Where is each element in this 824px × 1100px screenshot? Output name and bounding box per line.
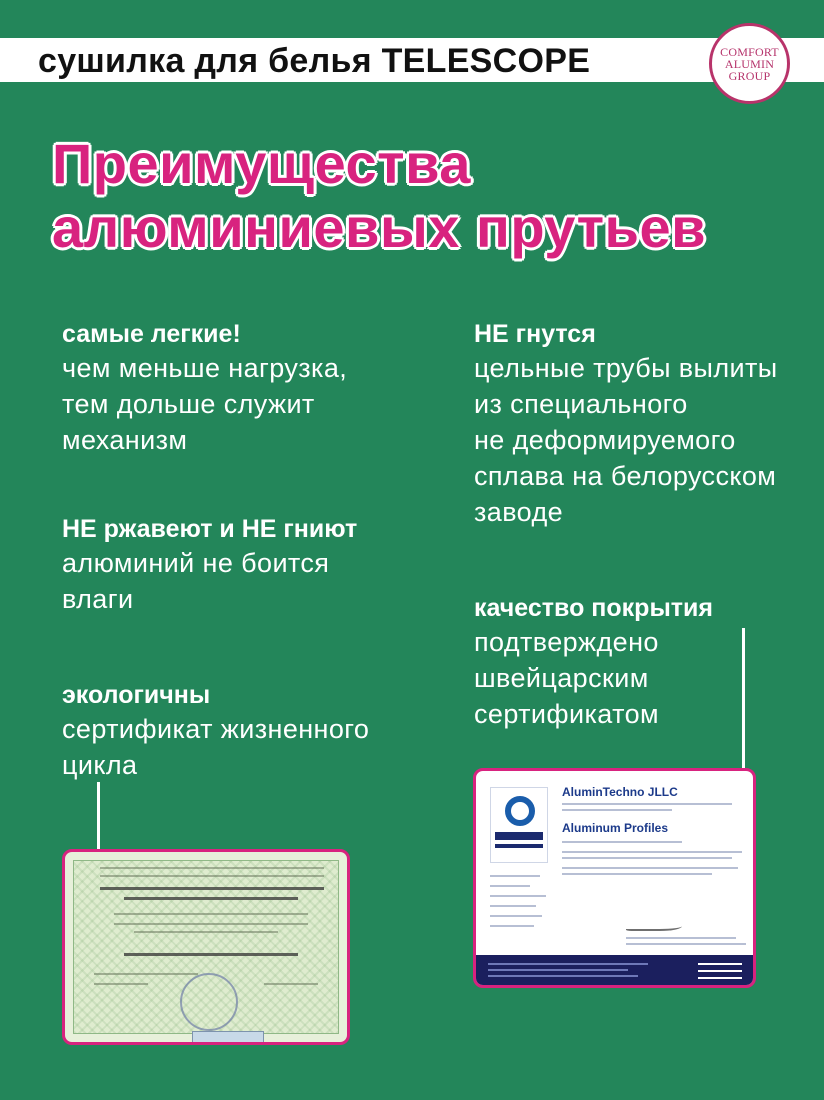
feature-desc <box>474 624 819 732</box>
feature-desc-line: цельные трубы вылиты <box>474 353 778 383</box>
feature-desc <box>62 711 432 783</box>
certificate-cradle-to-cradle <box>473 768 756 988</box>
feature-title: самые легкие! <box>62 320 241 348</box>
cert-text-line <box>490 895 546 897</box>
cert-text-line <box>114 913 308 915</box>
certificate-body <box>73 860 339 1034</box>
feature-coating-quality <box>474 592 819 732</box>
feature-desc <box>62 545 432 617</box>
feature-title: экологичны <box>62 681 211 709</box>
c2c-bar <box>495 832 543 840</box>
cert-text-line <box>562 867 738 869</box>
certificate-footer <box>476 955 753 985</box>
feature-desc-line: сплава на белорусском <box>474 461 777 491</box>
feature-desc-line: не деформируемого <box>474 425 736 455</box>
feature-title: НЕ ржавеют и НЕ гниют <box>62 515 358 543</box>
cert-text-line <box>100 867 324 869</box>
feature-desc-line: сертификатом <box>474 699 659 729</box>
feature-desc <box>62 350 422 458</box>
certificate-stamp <box>180 973 238 1031</box>
pointer-line-right <box>742 628 745 776</box>
cert-text-line <box>490 875 540 877</box>
cert-text-line <box>264 983 318 985</box>
cert-text-line <box>124 953 298 956</box>
cert-text-line <box>114 923 308 925</box>
certificate-serial-box <box>192 1031 264 1045</box>
feature-desc-line: влаги <box>62 584 134 614</box>
feature-desc-line: сертификат жизненного <box>62 714 370 744</box>
main-headline <box>52 132 792 260</box>
cert-footer-logo-line <box>698 963 742 965</box>
cert-text-line <box>562 857 732 859</box>
feature-no-bend <box>474 318 819 530</box>
feature-desc-line: тем дольше служит <box>62 389 315 419</box>
certificate-product: Aluminum Profiles <box>562 821 669 835</box>
feature-desc-line: механизм <box>62 425 188 455</box>
feature-desc-line: заводе <box>474 497 564 527</box>
feature-no-rust <box>62 513 432 617</box>
headline-line-1: Преимущества <box>52 132 471 195</box>
page-title: сушилка для белья TELESCOPE <box>38 42 591 80</box>
feature-desc-line: швейцарским <box>474 663 649 693</box>
cert-text-line <box>100 875 324 877</box>
cert-text-line <box>562 803 732 805</box>
feature-desc-line: алюминий не боится <box>62 548 330 578</box>
cert-text-line <box>490 885 530 887</box>
logo-line-2: ALUMIN <box>724 56 775 71</box>
feature-desc-line: подтверждено <box>474 627 659 657</box>
cert-text-line <box>562 841 682 843</box>
certificate-company: AluminTechno JLLC <box>562 785 678 799</box>
cert-footer-logo-line <box>698 977 742 979</box>
cert-text-line <box>134 931 278 933</box>
feature-desc <box>474 350 819 530</box>
c2c-bar <box>495 844 543 848</box>
cert-footer-line <box>488 969 628 971</box>
cert-footer-line <box>488 963 648 965</box>
cert-text-line <box>100 887 324 890</box>
cert-text-line <box>490 905 536 907</box>
cert-text-line <box>94 983 148 985</box>
certificate-environmental <box>62 849 350 1045</box>
feature-title: качество покрытия <box>474 594 713 622</box>
cert-text-line <box>562 873 712 875</box>
cert-footer-logo-line <box>698 970 742 972</box>
feature-eco <box>62 679 432 783</box>
cert-text-line <box>94 973 198 975</box>
feature-desc-line: из специального <box>474 389 688 419</box>
c2c-circle-icon <box>505 796 535 826</box>
c2c-badge-icon <box>490 787 548 863</box>
cert-text-line <box>490 925 534 927</box>
cert-text-line <box>124 897 298 900</box>
cert-text-line <box>562 851 742 853</box>
feature-desc-line: цикла <box>62 750 138 780</box>
cert-text-line <box>562 809 672 811</box>
logo-text <box>720 46 779 82</box>
cert-text-line <box>490 915 542 917</box>
feature-title: НЕ гнутся <box>474 320 596 348</box>
cert-text-line <box>626 937 736 939</box>
signature <box>626 919 682 931</box>
cert-text-line <box>626 943 746 945</box>
cert-footer-line <box>488 975 638 977</box>
feature-lightest <box>62 318 422 458</box>
logo-line-1: COMFORT <box>720 44 779 59</box>
brand-logo <box>709 23 790 104</box>
headline-line-2: алюминиевых прутьев <box>52 196 707 259</box>
logo-line-3: GROUP <box>728 68 771 83</box>
feature-desc-line: чем меньше нагрузка, <box>62 353 348 383</box>
